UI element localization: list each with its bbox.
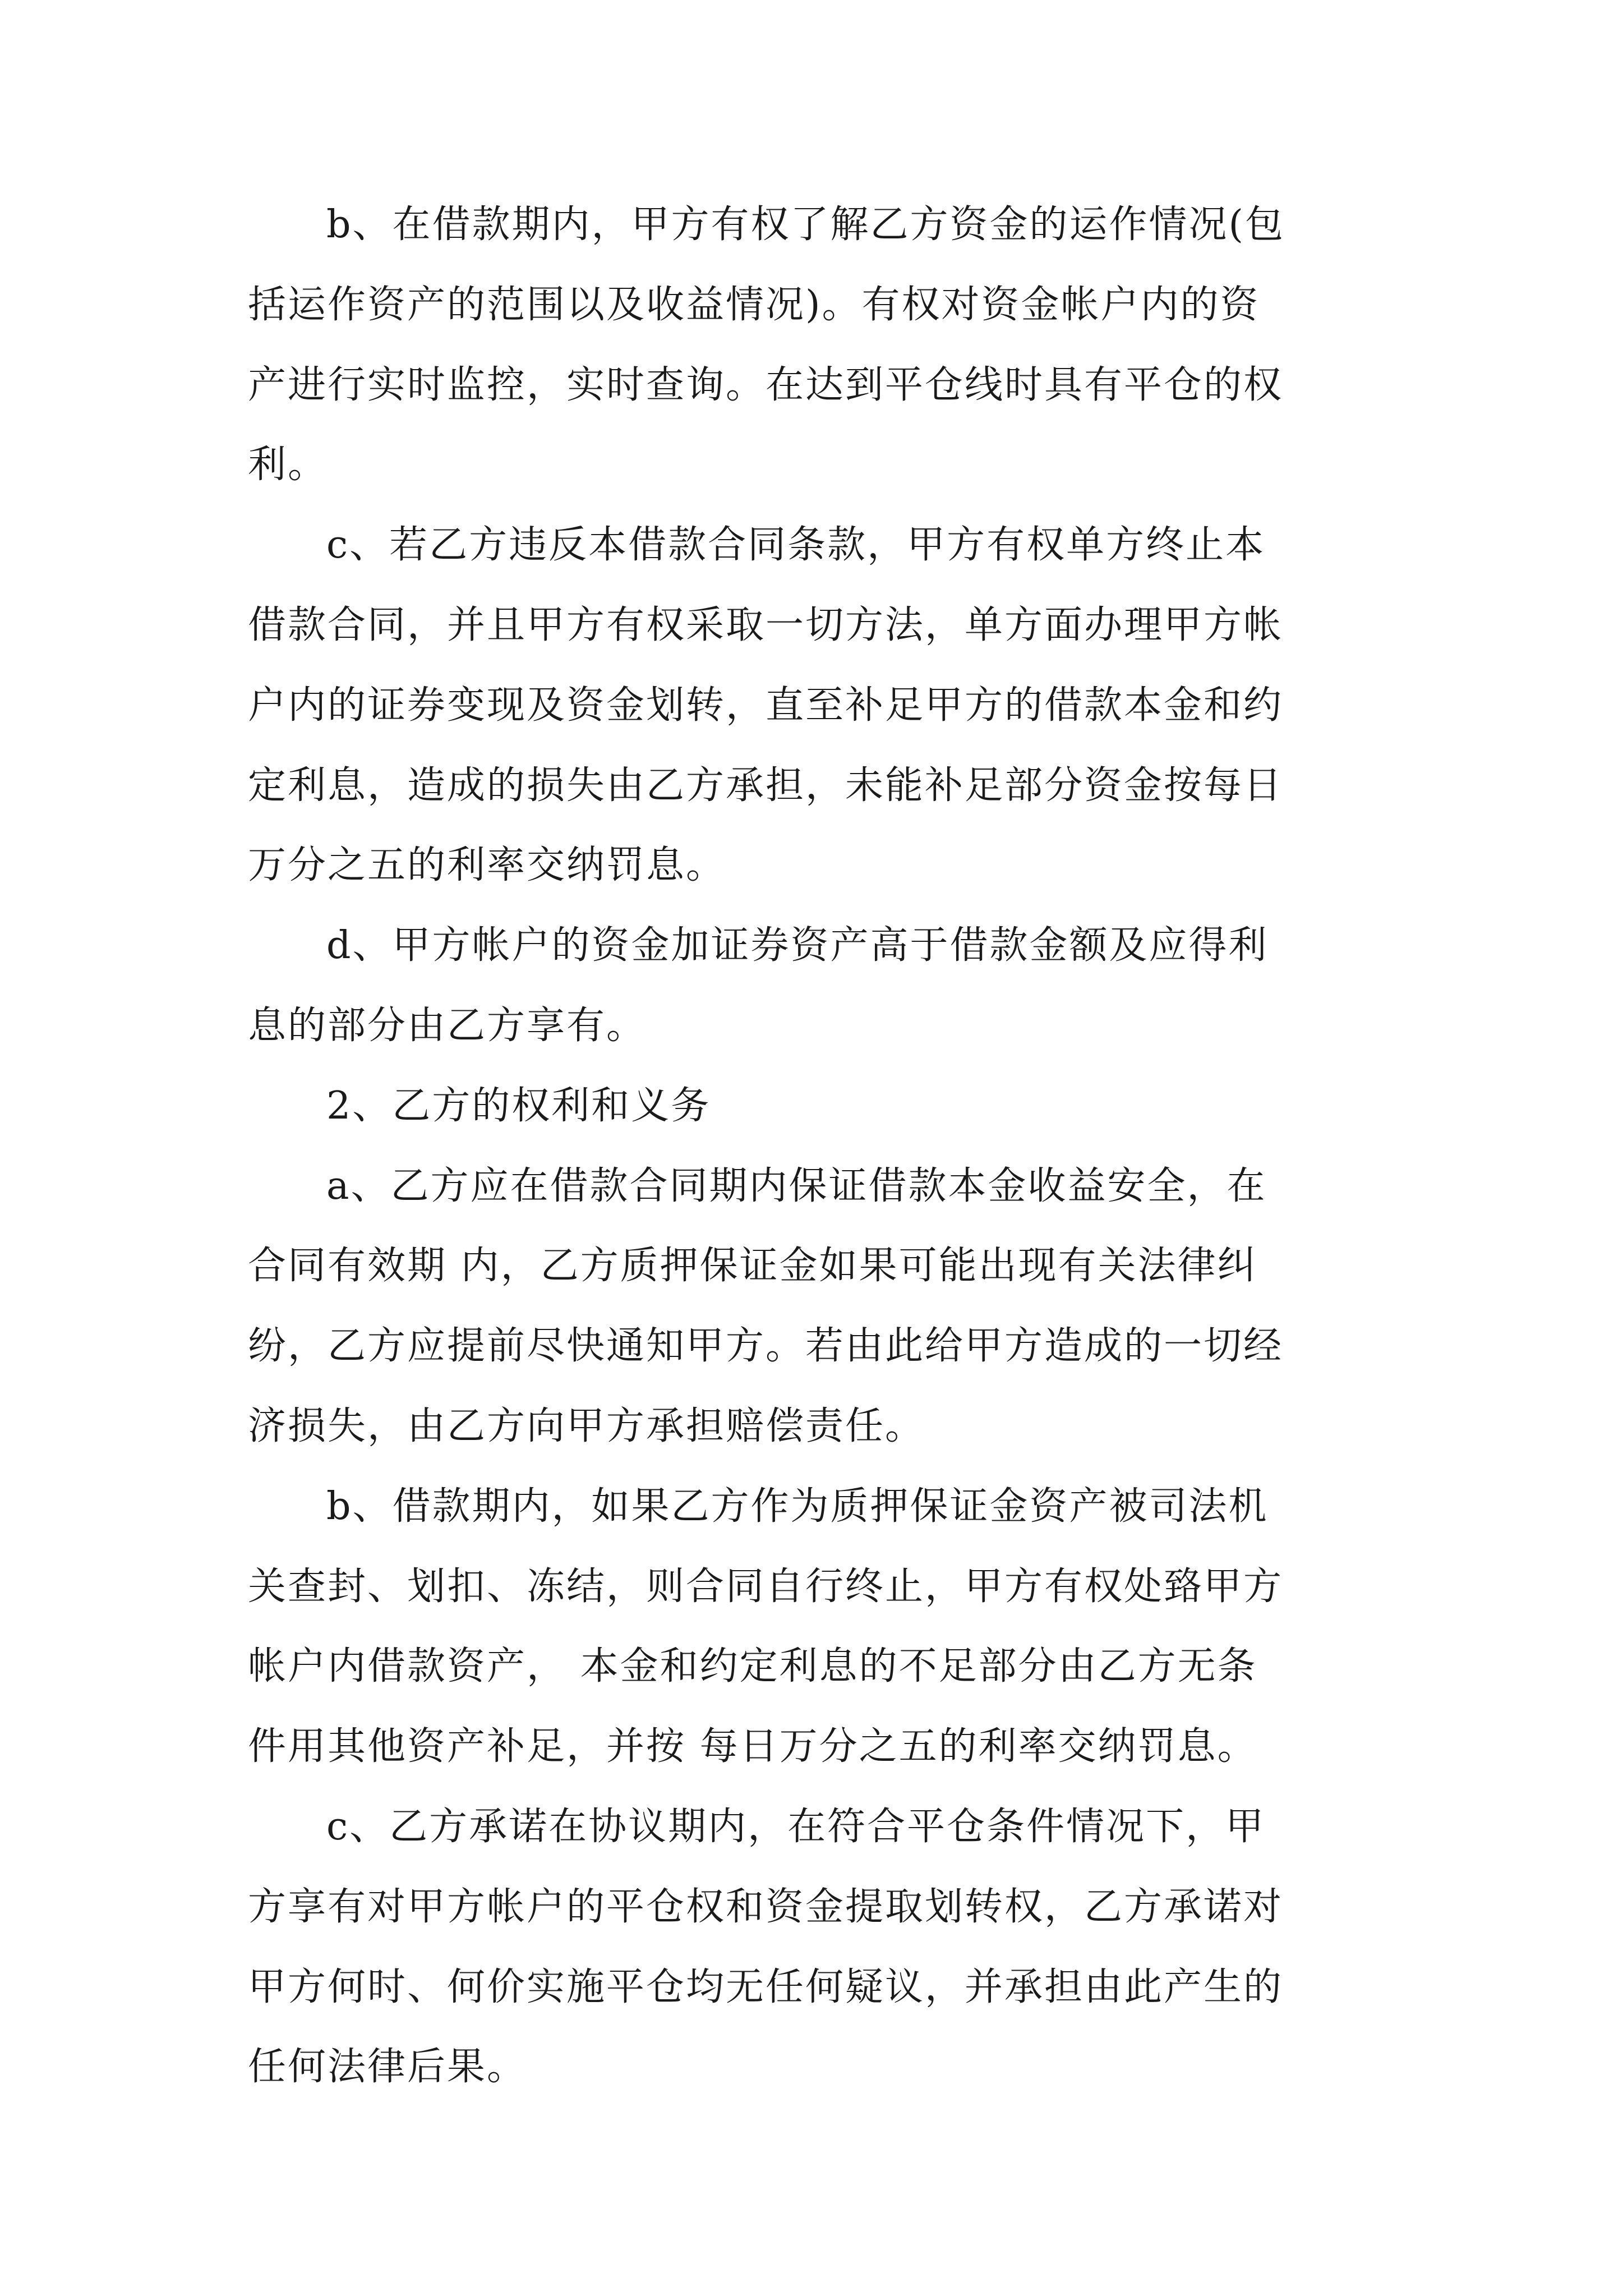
text-line: b、在借款期内，甲方有权了解乙方资金的运作情况(包	[326, 203, 1285, 247]
clause-1d-paragraph	[248, 906, 1386, 1066]
text-line: 件用其他资产补足，并按 每日万分之五的利率交纳罚息。	[248, 1724, 1257, 1769]
text-line: 关查封、划扣、冻结，则合同自行终止，甲方有权处臵甲方	[248, 1564, 1284, 1609]
text-line: 方享有对甲方帐户的平仓权和资金提取划转权，乙方承诺对	[248, 1884, 1284, 1929]
text-line: 济损失，由乙方向甲方承担赔偿责任。	[248, 1404, 925, 1448]
text-line: a、乙方应在借款合同期内保证借款本金收益安全，在	[326, 1163, 1267, 1208]
clause-2a-paragraph	[248, 1147, 1386, 1467]
section-2-heading	[248, 1066, 1386, 1147]
text-line: 借款合同，并且甲方有权采取一切方法，单方面办理甲方帐	[248, 602, 1284, 647]
text-line: b、借款期内，如果乙方作为质押保证金资产被司法机	[326, 1484, 1269, 1529]
clause-2b-paragraph	[248, 1467, 1386, 1787]
document-body	[248, 185, 1386, 2108]
text-line: 产进行实时监控，实时查询。在达到平仓线时具有平仓的权	[248, 362, 1284, 407]
text-line: 帐户内借款资产， 本金和约定利息的不足部分由乙方无条	[248, 1644, 1257, 1689]
text-line: c、若乙方违反本借款合同条款，甲方有权单方终止本	[326, 523, 1266, 568]
text-line: c、乙方承诺在协议期内，在符合平仓条件情况下，甲	[326, 1804, 1266, 1849]
text-line: 任何法律后果。	[248, 2045, 527, 2090]
text-line: d、甲方帐户的资金加证券资产高于借款金额及应得利	[326, 923, 1269, 968]
clause-1c-paragraph	[248, 505, 1386, 906]
text-line: 甲方何时、何价实施平仓均无任何疑议，并承担由此产生的	[248, 1964, 1284, 2009]
clause-2c-paragraph	[248, 1787, 1386, 2108]
text-line: 纷，乙方应提前尽快通知甲方。若由此给甲方造成的一切经	[248, 1324, 1284, 1369]
text-line: 定利息，造成的损失由乙方承担，未能补足部分资金按每日	[248, 763, 1284, 808]
text-line: 户内的证券变现及资金划转，直至补足甲方的借款本金和约	[248, 683, 1284, 728]
section-heading-line: 2、乙方的权利和义务	[326, 1083, 711, 1128]
text-line: 利。	[248, 443, 328, 487]
clause-1b-paragraph	[248, 185, 1386, 505]
text-line: 万分之五的利率交纳罚息。	[248, 843, 726, 888]
text-line: 括运作资产的范围以及收益情况)。有权对资金帐户内的资	[248, 282, 1260, 327]
text-line: 息的部分由乙方享有。	[248, 1003, 647, 1048]
text-line: 合同有效期 内，乙方质押保证金如果可能出现有关法律纠	[248, 1244, 1257, 1289]
